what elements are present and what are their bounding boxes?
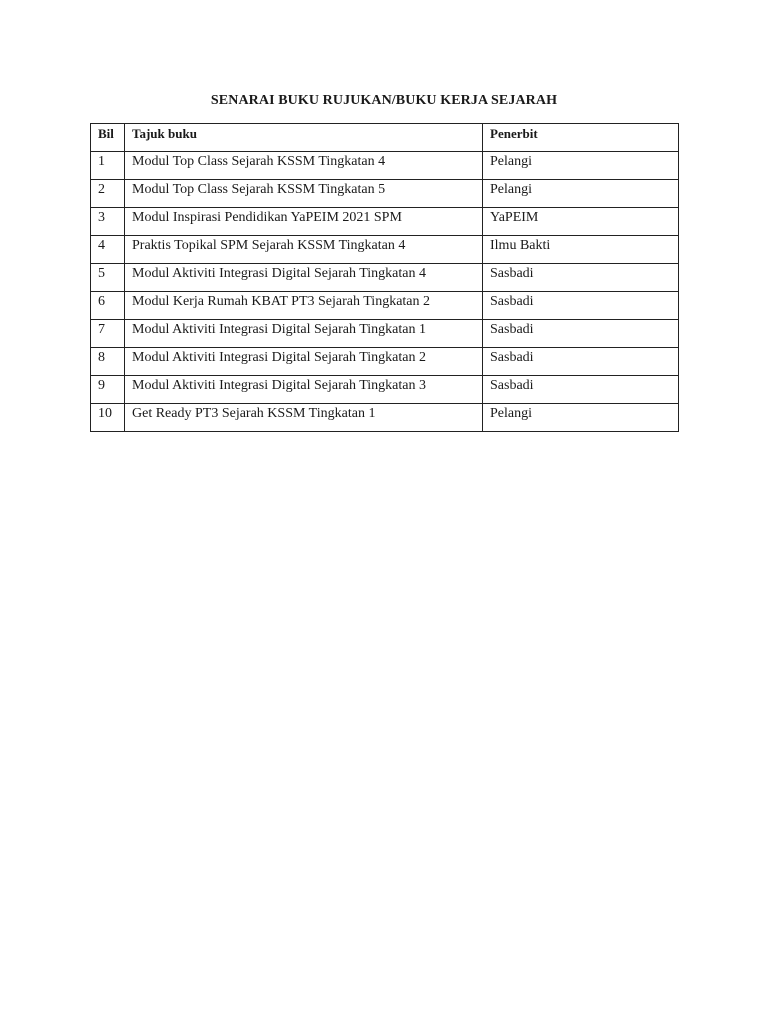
cell-bil: 1 (91, 152, 125, 180)
cell-bil: 8 (91, 348, 125, 376)
book-table (90, 123, 679, 432)
table-row (91, 376, 679, 404)
cell-publisher: YaPEIM (483, 208, 679, 236)
table-row (91, 292, 679, 320)
table-row (91, 264, 679, 292)
cell-title: Modul Aktiviti Integrasi Digital Sejarah Tingkatan 3 (125, 376, 483, 404)
cell-bil: 2 (91, 180, 125, 208)
table-row (91, 404, 679, 432)
table-row (91, 348, 679, 376)
cell-title: Modul Kerja Rumah KBAT PT3 Sejarah Tingkatan 2 (125, 292, 483, 320)
header-bil: Bil (91, 124, 125, 152)
table-row (91, 180, 679, 208)
cell-title: Modul Top Class Sejarah KSSM Tingkatan 5 (125, 180, 483, 208)
cell-bil: 10 (91, 404, 125, 432)
cell-publisher: Sasbadi (483, 264, 679, 292)
cell-bil: 3 (91, 208, 125, 236)
cell-publisher: Sasbadi (483, 320, 679, 348)
cell-bil: 5 (91, 264, 125, 292)
cell-bil: 7 (91, 320, 125, 348)
cell-publisher: Pelangi (483, 404, 679, 432)
cell-title: Modul Aktiviti Integrasi Digital Sejarah Tingkatan 1 (125, 320, 483, 348)
table-header-row (91, 124, 679, 152)
table-row (91, 320, 679, 348)
cell-publisher: Sasbadi (483, 376, 679, 404)
cell-title: Modul Top Class Sejarah KSSM Tingkatan 4 (125, 152, 483, 180)
cell-title: Get Ready PT3 Sejarah KSSM Tingkatan 1 (125, 404, 483, 432)
cell-title: Modul Aktiviti Integrasi Digital Sejarah Tingkatan 2 (125, 348, 483, 376)
cell-publisher: Sasbadi (483, 348, 679, 376)
cell-publisher: Pelangi (483, 152, 679, 180)
cell-title: Modul Inspirasi Pendidikan YaPEIM 2021 SPM (125, 208, 483, 236)
cell-publisher: Pelangi (483, 180, 679, 208)
cell-publisher: Sasbadi (483, 292, 679, 320)
cell-bil: 4 (91, 236, 125, 264)
cell-title: Modul Aktiviti Integrasi Digital Sejarah Tingkatan 4 (125, 264, 483, 292)
table-row (91, 236, 679, 264)
header-publisher: Penerbit (483, 124, 679, 152)
header-title: Tajuk buku (125, 124, 483, 152)
table-row (91, 152, 679, 180)
cell-title: Praktis Topikal SPM Sejarah KSSM Tingkatan 4 (125, 236, 483, 264)
document-title: SENARAI BUKU RUJUKAN/BUKU KERJA SEJARAH (210, 93, 558, 108)
cell-bil: 6 (91, 292, 125, 320)
cell-bil: 9 (91, 376, 125, 404)
cell-publisher: Ilmu Bakti (483, 236, 679, 264)
table-row (91, 208, 679, 236)
